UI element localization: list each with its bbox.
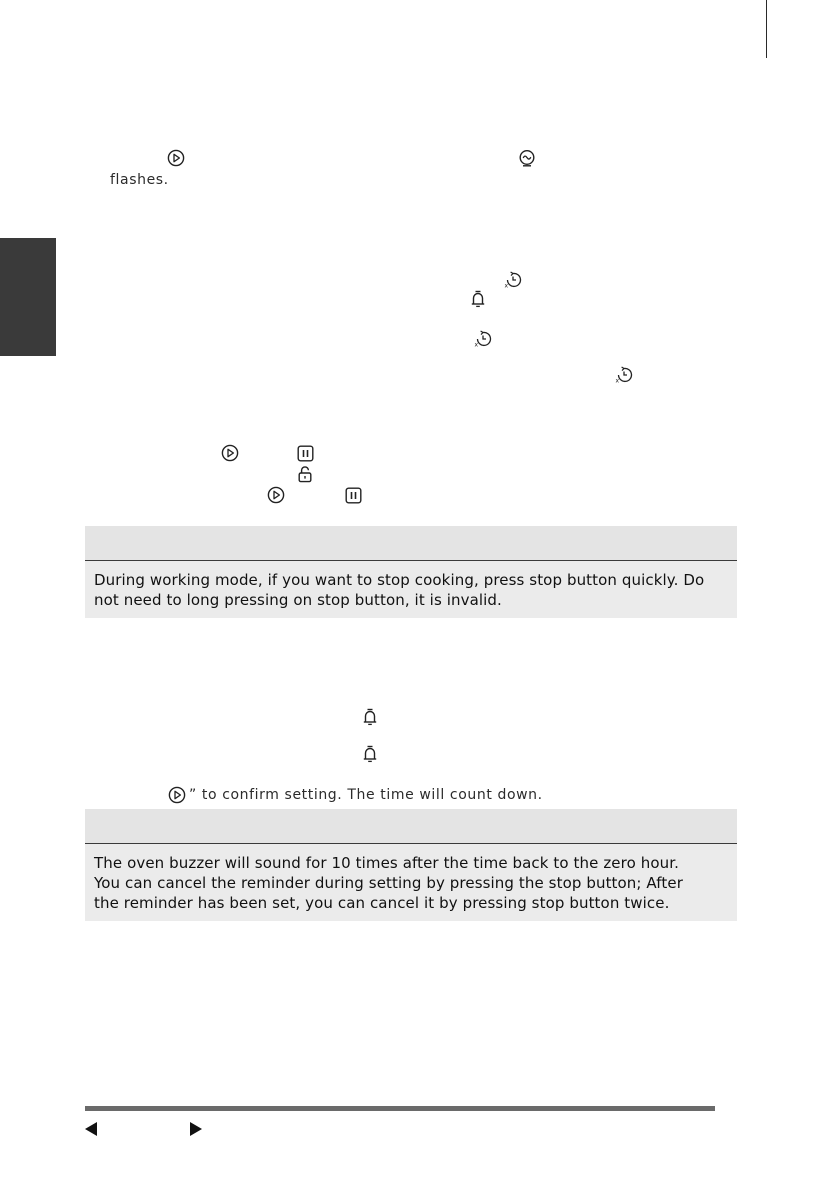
play-circle-icon [167, 149, 185, 167]
clock-timer-icon [503, 270, 523, 290]
flashes-text: flashes. [110, 172, 169, 188]
crop-mark [766, 0, 768, 58]
fan-icon [517, 148, 537, 168]
note-stop-button [85, 526, 737, 618]
clock-timer-icon [614, 365, 634, 385]
note-header [85, 809, 737, 844]
bell-icon [361, 707, 379, 727]
bell-icon [361, 744, 379, 764]
note-line: not need to long pressing on stop button, it is invalid. [94, 591, 502, 609]
note-line: You can cancel the reminder during setting by pressing the stop button; After [94, 874, 683, 892]
padlock-icon [296, 465, 314, 483]
confirm-setting-text: ” to confirm setting. The time will count down. [189, 787, 543, 803]
svg-text:x: x [615, 377, 620, 385]
footer-rule [85, 1106, 715, 1111]
pause-icon [345, 487, 362, 504]
side-language-tab [0, 238, 56, 356]
svg-text:x: x [474, 341, 479, 349]
note-line: During working mode, if you want to stop cooking, press stop button quickly. Do [94, 571, 705, 589]
pause-icon [297, 445, 314, 462]
play-circle-icon [221, 444, 239, 462]
note-header [85, 526, 737, 561]
previous-page-arrow-icon[interactable] [85, 1122, 97, 1136]
note-body [85, 844, 737, 921]
next-page-arrow-icon[interactable] [190, 1122, 202, 1136]
note-line: the reminder has been set, you can cancel it by pressing stop button twice. [94, 894, 670, 912]
note-body [85, 561, 737, 618]
svg-text:x: x [504, 282, 509, 290]
note-buzzer [85, 809, 737, 921]
play-circle-icon [168, 786, 186, 804]
play-circle-icon [267, 486, 285, 504]
note-line: The oven buzzer will sound for 10 times after the time back to the zero hour. [94, 854, 679, 872]
clock-timer-icon [473, 329, 493, 349]
bell-icon [469, 289, 487, 309]
